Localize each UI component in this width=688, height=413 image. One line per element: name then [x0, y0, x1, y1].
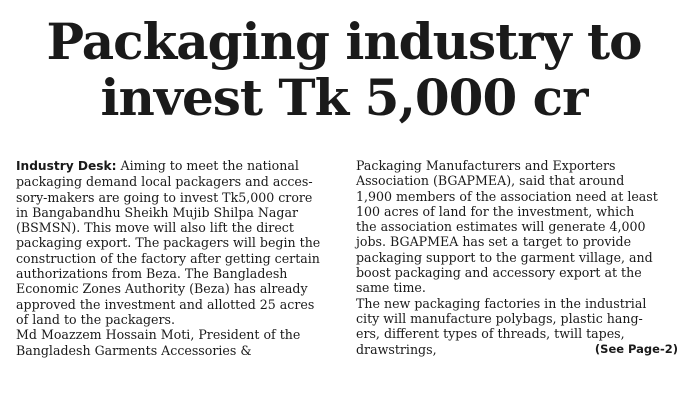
- continuation-reference: (See Page-2): [594, 341, 678, 356]
- headline: [0, 14, 688, 126]
- article-line: Md Moazzem Hossain Moti, President of the: [16, 327, 301, 343]
- article-column-right: [356, 158, 678, 357]
- article-line-text: Aiming to meet the national: [116, 158, 299, 173]
- article-line: same time.: [356, 280, 426, 296]
- article-line: of land to the packagers.: [16, 311, 175, 327]
- article-line: Economic Zones Authority (Beza) has already: [16, 281, 308, 297]
- article-line: jobs. BGAPMEA has set a target to provide: [356, 234, 632, 250]
- article-line: approved the investment and allotted 25 acres: [16, 296, 315, 312]
- headline-line-1: Packaging industry to: [46, 12, 642, 71]
- article-line: 100 acres of land for the investment, which: [356, 203, 635, 219]
- article-line: packaging support to the garment village, and: [356, 249, 653, 265]
- article-line: 1,900 members of the association need at least: [356, 188, 658, 204]
- article-column-left: [16, 158, 342, 358]
- article-line: city will manufacture polybags, plastic hang-: [356, 310, 643, 326]
- article-line: authorizations from Beza. The Bangladesh: [16, 266, 288, 282]
- article-line: construction of the factory after getting certain: [16, 250, 320, 266]
- article-line-text: drawstrings,: [356, 341, 437, 357]
- article-line: packaging demand local packagers and acces-: [16, 174, 313, 190]
- article-line: packaging export. The packagers will begin the: [16, 235, 321, 251]
- article-line: The new packaging factories in the industrial: [356, 295, 647, 311]
- article-line: Bangladesh Garments Accessories &: [16, 342, 252, 358]
- article-line: [16, 158, 342, 174]
- article-line: boost packaging and accessory export at the: [356, 265, 642, 281]
- article-last-line: [356, 342, 678, 357]
- article-line: Association (BGAPMEA), said that around: [356, 173, 625, 189]
- article-line: in Bangabandhu Sheikh Mujib Shilpa Nagar: [16, 204, 299, 220]
- article-line: (BSMSN). This move will also lift the direct: [16, 220, 294, 236]
- article-line: the association estimates will generate 4,000: [356, 219, 646, 235]
- article-line: Packaging Manufacturers and Exporters: [356, 158, 616, 173]
- byline: Industry Desk:: [16, 159, 117, 173]
- article-line: ers, different types of threads, twill tapes,: [356, 326, 625, 342]
- headline-line-2: invest Tk 5,000 cr: [100, 68, 588, 127]
- article-line: sory-makers are going to invest Tk5,000 crore: [16, 189, 313, 205]
